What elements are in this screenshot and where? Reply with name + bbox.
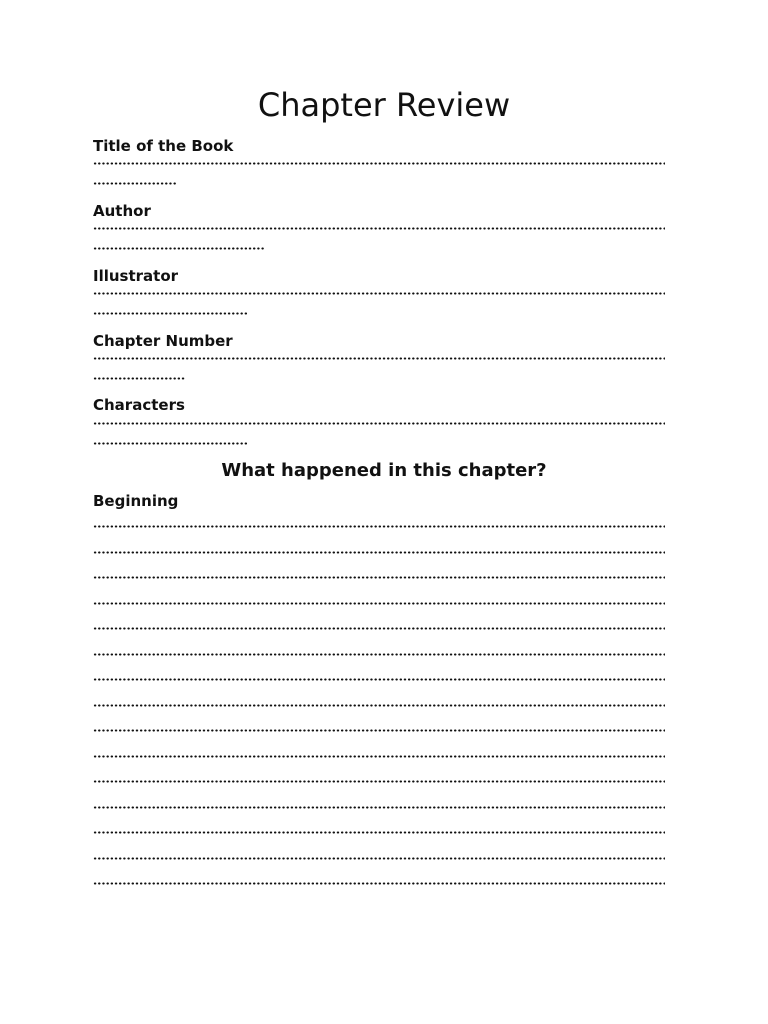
beginning-label: Beginning — [93, 492, 179, 510]
chapter-number-answer-line-continued[interactable] — [93, 377, 186, 380]
characters-answer-line-continued[interactable] — [93, 442, 248, 445]
field-label-characters: Characters — [93, 396, 185, 414]
beginning-writing-line[interactable] — [93, 704, 665, 707]
beginning-writing-line[interactable] — [93, 602, 665, 605]
author-answer-line[interactable] — [93, 227, 665, 230]
page-title: Chapter Review — [257, 86, 511, 124]
field-label-illustrator: Illustrator — [93, 267, 179, 285]
beginning-writing-line[interactable] — [93, 857, 665, 860]
beginning-writing-line[interactable] — [93, 806, 665, 809]
beginning-writing-line[interactable] — [93, 729, 665, 732]
illustrator-answer-line-continued[interactable] — [93, 312, 248, 315]
beginning-writing-line[interactable] — [93, 882, 665, 885]
beginning-writing-line[interactable] — [93, 653, 665, 656]
beginning-writing-line[interactable] — [93, 576, 665, 579]
beginning-writing-line[interactable] — [93, 755, 665, 758]
section-heading: What happened in this chapter? — [221, 460, 547, 481]
beginning-writing-line[interactable] — [93, 525, 665, 528]
author-answer-line-continued[interactable] — [93, 247, 264, 250]
field-label-title: Title of the Book — [93, 137, 234, 155]
field-label-author: Author — [93, 202, 151, 220]
beginning-writing-line[interactable] — [93, 551, 665, 554]
title-answer-line-continued[interactable] — [93, 182, 177, 185]
field-label-chapter-number: Chapter Number — [93, 332, 233, 350]
title-answer-line[interactable] — [93, 162, 665, 165]
beginning-writing-line[interactable] — [93, 780, 665, 783]
beginning-writing-line[interactable] — [93, 678, 665, 681]
illustrator-answer-line[interactable] — [93, 292, 665, 295]
beginning-writing-line[interactable] — [93, 831, 665, 834]
characters-answer-line[interactable] — [93, 422, 665, 425]
beginning-writing-line[interactable] — [93, 627, 665, 630]
chapter-number-answer-line[interactable] — [93, 357, 665, 360]
